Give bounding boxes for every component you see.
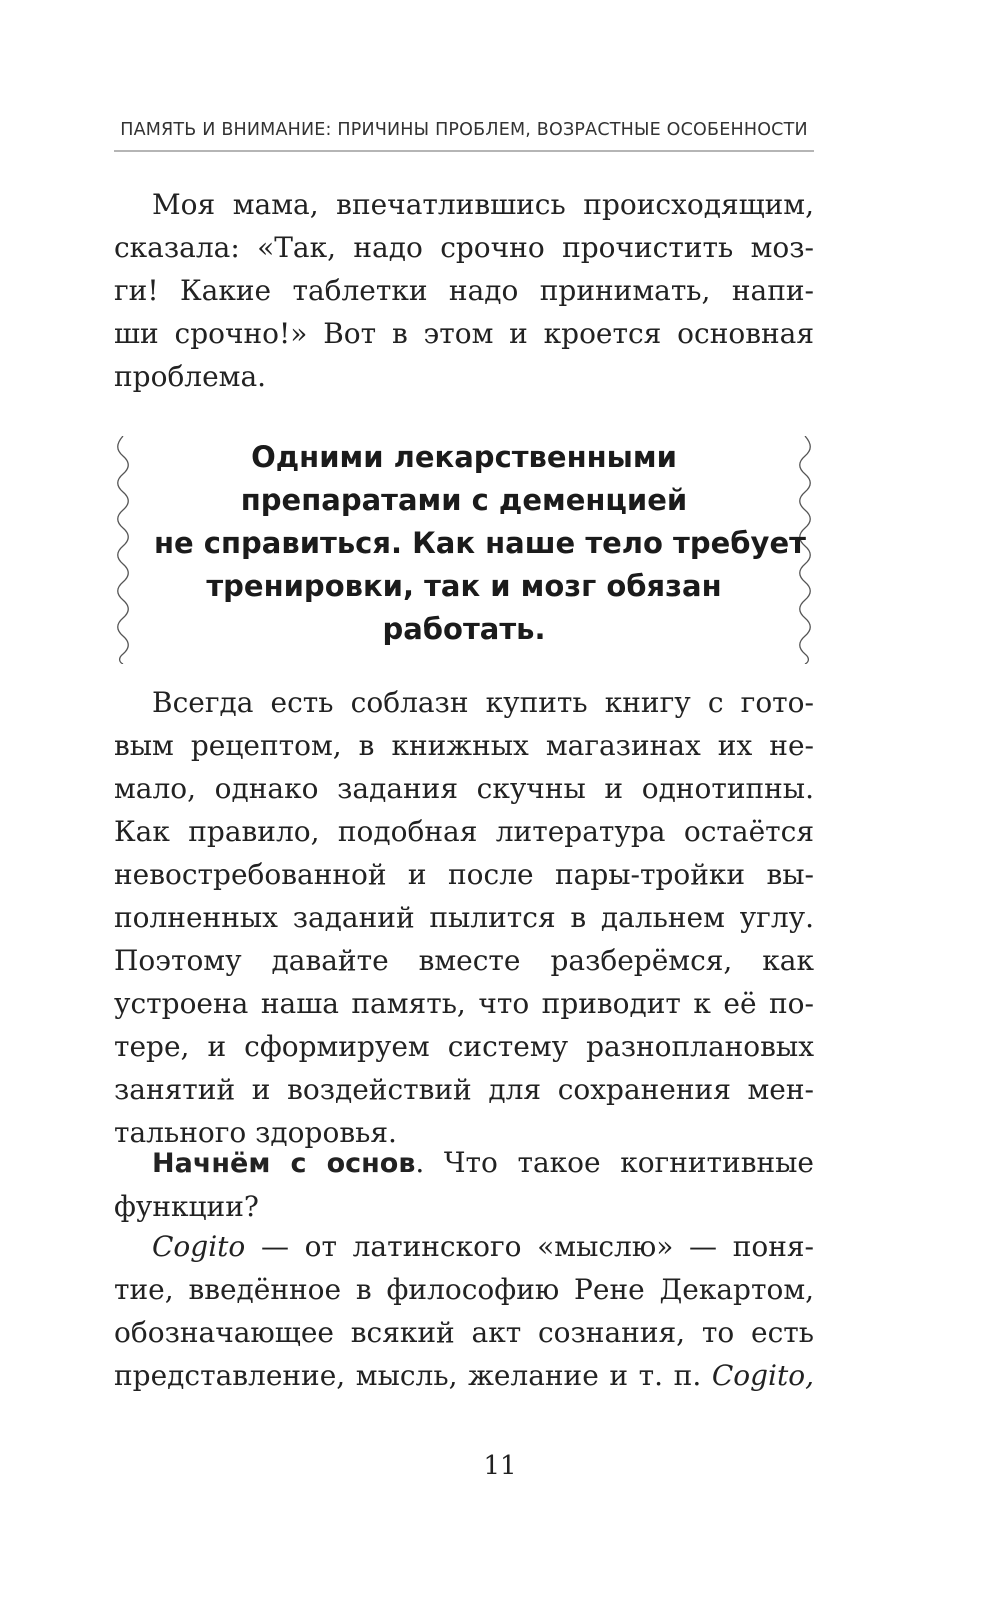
paragraph-line: невостребованной и после пары-тройки вы- <box>114 858 814 891</box>
paragraph-line: Как правило, подобная литература остаётся <box>114 815 814 848</box>
header-rule <box>114 150 814 152</box>
paragraph-line: мало, однако задания скучны и однотипны. <box>114 772 814 805</box>
paragraph-line: полненных заданий пылится в дальнем углу. <box>114 901 814 934</box>
paragraph-line: ши срочно!» Вот в этом и кроется основная <box>114 317 814 350</box>
paragraph-2 <box>114 681 814 1154</box>
paragraph-line: сказала: «Так, надо срочно прочистить моз- <box>114 231 814 264</box>
callout-line: Одними лекарственными <box>251 440 677 474</box>
callout-line: работать. <box>382 612 546 646</box>
wavy-border-left <box>114 436 132 664</box>
paragraph-4 <box>114 1225 814 1397</box>
callout-line: не справиться. Как наше тело требует <box>154 526 806 560</box>
paragraph-line: ги! Какие таблетки надо принимать, напи- <box>114 274 814 307</box>
paragraph-line: тие, введённое в философию Рене Декартом, <box>114 1273 814 1306</box>
paragraph-line: устроена наша память, что приводит к её по- <box>114 987 814 1020</box>
callout-line: тренировки, так и мозг обязан <box>206 569 722 603</box>
italic-term: Cogito, <box>711 1359 814 1392</box>
paragraph-line: проблема. <box>114 360 267 393</box>
paragraph-line: функции? <box>114 1190 259 1223</box>
callout-text <box>154 436 806 651</box>
paragraph-text: — от латинского «мыслю» — поня- <box>245 1230 814 1263</box>
paragraph-line <box>114 1141 814 1185</box>
paragraph-line: Всегда есть соблазн купить книгу с гото- <box>152 686 814 719</box>
paragraph-text: представление, мысль, желание и т. п. <box>114 1359 712 1392</box>
paragraph-line: тального здоровья. <box>114 1116 397 1149</box>
paragraph-3 <box>114 1141 814 1228</box>
paragraph-line: тере, и сформируем систему разноплановых <box>114 1030 814 1063</box>
paragraph-1 <box>114 183 814 398</box>
paragraph-line <box>114 1225 814 1268</box>
paragraph-line: обозначающее всякий акт сознания, то есть <box>114 1316 814 1349</box>
paragraph-line <box>114 1354 814 1397</box>
italic-term: Cogito <box>152 1230 246 1263</box>
paragraph-line: занятий и воздействий для сохранения мен- <box>114 1073 814 1106</box>
paragraph-line: Моя мама, впечатлившись происходящим, <box>152 188 814 221</box>
paragraph-text: . Что такое когнитивные <box>415 1146 814 1179</box>
page-number: 11 <box>483 1451 517 1481</box>
callout-box <box>114 436 814 664</box>
running-header: ПАМЯТЬ И ВНИМАНИЕ: ПРИЧИНЫ ПРОБЛЕМ, ВОЗРАСТНЫЕ ОСОБЕННОСТИ <box>120 120 808 140</box>
paragraph-line: вым рецептом, в книжных магазинах их не- <box>114 729 814 762</box>
callout-line: препаратами с деменцией <box>240 483 688 517</box>
bold-lead-phrase: Начнём с основ <box>152 1148 416 1179</box>
paragraph-line: Поэтому давайте вместе разберёмся, как <box>114 944 814 977</box>
